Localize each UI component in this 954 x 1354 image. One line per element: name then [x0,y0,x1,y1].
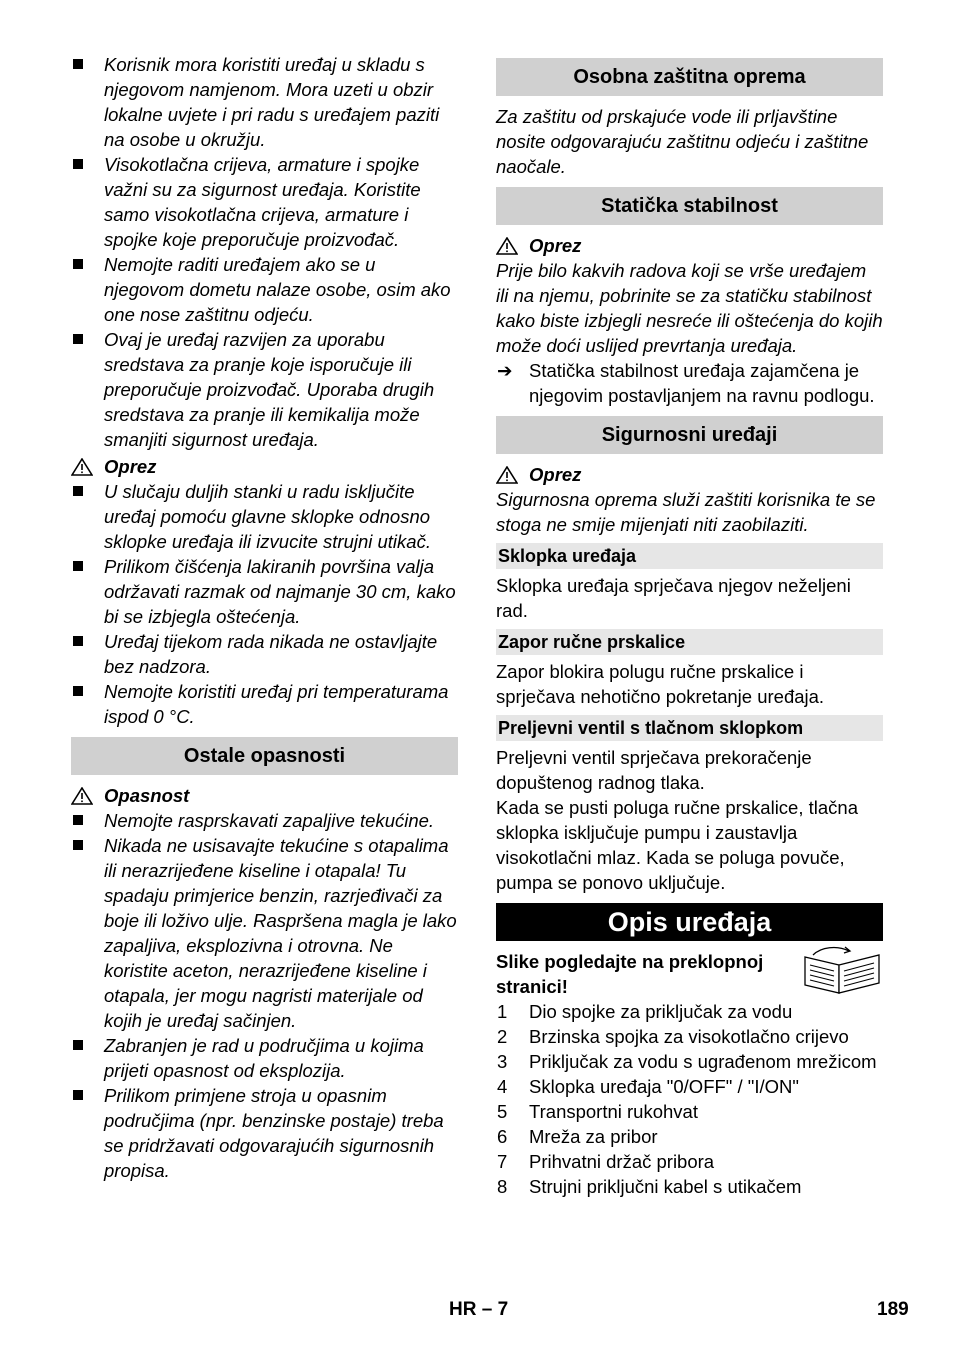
caution-label: Oprez [71,454,458,479]
subheading-overflow-valve: Preljevni ventil s tlačnom sklopkom [496,715,883,741]
list-item: 6 Mreža za pribor [497,1126,658,1147]
figure-note: Slike pogledajte na preklopnoj stranici! [496,951,764,997]
stability-text: Prije bilo kakvih radova koji se vrše uređajem ili na njemu, pobrinite se za statičku stabilnost kako biste izbjegli nesreće ili oštećenja do kojih može doći uslijed prevrtanja uređaja. [496,260,883,356]
bullet-square-icon [73,59,83,69]
bullet-square-icon [73,1090,83,1100]
ppe-text: Za zaštitu od prskajuće vode ili prljavštine nosite odgovarajuću zaštitnu odjeću i zaštitne naočale. [496,106,869,177]
warning-triangle-icon [496,466,518,484]
section-heading-ppe: Osobna zaštitna oprema [496,58,883,96]
list-item: Prilikom primjene stroja u opasnim područjima (npr. benzinske postaje) treba se pridržavati odgovarajućih sigurnosnih propisa. [71,1083,458,1183]
danger-label: Opasnost [71,783,458,808]
bullet-square-icon [73,1040,83,1050]
warning-triangle-icon [496,237,518,255]
left-column [71,52,458,1183]
list-item: U slučaju duljih stanki u radu isključite uređaj pomoću glavne sklopke odnosno sklopke uređaja ili izvucite strujni utikač. [71,479,458,554]
bullet-square-icon [73,815,83,825]
section-heading-safety-devices: Sigurnosni uređaji [496,416,883,454]
list-item: 1 Dio spojke za priključak za vodu [497,1001,793,1022]
list-item: Nemojte raditi uređajem ako se u njegovom dometu nalaze osobe, osim ako one nose zaštitnu odjeću. [71,252,458,327]
list-item: Ovaj je uređaj razvijen za uporabu sredstava za pranje koje isporučuje ili preporučuje proizvođač. Uporaba drugih sredstava za pranje ili kemikalija može smanjiti sigurnost uređaja. [71,327,458,452]
list-item: 4 Sklopka uređaja "0/OFF" / "I/ON" [497,1076,799,1097]
safety-text: Sigurnosna oprema služi zaštiti korisnika te se stoga ne smije mijenjati niti zaobilaziti. [496,489,876,535]
list-item: Visokotlačna crijeva, armature i spojke važni su za sigurnost uređaja. Koristite samo visokotlačna crijeva, armature i spojke koje preporučuje proizvođač. [71,152,458,252]
warning-triangle-icon [71,458,93,476]
caution-label: Oprez [496,233,883,258]
list-item: Korisnik mora koristiti uređaj u skladu s njegovom namjenom. Mora uzeti u obzir lokalne uvjete i pri radu s uređajem paziti na osobe u okružju. [71,52,458,152]
bullet-square-icon [73,334,83,344]
list-item: 5 Transportni rukohvat [497,1101,698,1122]
list-item: Prilikom čišćenja lakiranih površina valja održavati razmak od najmanje 30 cm, kako bi se izbjegla oštećenja. [71,554,458,629]
list-item: 8 Strujni priključni kabel s utikačem [497,1176,802,1197]
bullet-square-icon [73,159,83,169]
footer-section-label: HR – 7 [449,1299,509,1320]
bullet-square-icon [73,259,83,269]
warning-triangle-icon [71,787,93,805]
subheading-trigger-lock: Zapor ručne prskalice [496,629,883,655]
stability-note: ➔ Statička stabilnost uređaja zajamčena je njegovim postavljanjem na ravnu podlogu. [497,360,875,406]
valve-text-1: Preljevni ventil sprječava prekoračenje dopuštenog radnog tlaka. [496,747,812,793]
page-number: 189 [877,1299,909,1320]
figure-note-row [496,949,883,999]
bullet-square-icon [73,636,83,646]
list-item: 3 Priključak za vodu s ugrađenom mrežicom [497,1051,877,1072]
bullet-square-icon [73,686,83,696]
section-heading-device-description: Opis uređaja [496,903,883,941]
fold-out-page-icon [801,943,883,995]
right-column [496,58,883,1199]
switch-text: Sklopka uređaja sprječava njegov neželjeni rad. [496,575,851,621]
lock-text: Zapor blokira polugu ručne prskalice i sprječava nehotično pokretanje uređaja. [496,661,825,707]
list-item: Nemojte rasprskavati zapaljive tekućine. [71,808,458,833]
bullet-square-icon [73,840,83,850]
arrow-right-icon: ➔ [497,360,513,381]
section-heading-other-hazards: Ostale opasnosti [71,737,458,775]
valve-text-2: Kada se pusti poluga ručne prskalice, tlačna sklopka isključuje pumpu i zaustavlja visokotlačni mlaz. Kada se poluga povuče, pumpa se ponovo uključuje. [496,797,858,893]
list-item: Nikada ne usisavajte tekućine s otapalima ili nerazrijeđene kiseline i otapala! Tu spadaju primjerice benzin, razrjeđivači za boje ili loživo ulje. Raspršena magla je lako zapaljiva, eksplozivna i otrovna. Ne koristite aceton, nerazrijeđene kiseline i otapala, jer mogu nagristi materijale od kojih je uređaj sačinjen. [71,833,458,1033]
section-heading-stability: Statička stabilnost [496,187,883,225]
caution-label: Oprez [496,462,883,487]
bullet-square-icon [73,486,83,496]
list-item: 7 Prihvatni držač pribora [497,1151,715,1172]
subheading-device-switch: Sklopka uređaja [496,543,883,569]
list-item: Nemojte koristiti uređaj pri temperaturama ispod 0 °C. [71,679,458,729]
list-item: Zabranjen je rad u područjima u kojima prijeti opasnost od eksplozija. [71,1033,458,1083]
list-item: Uređaj tijekom rada nikada ne ostavljajte bez nadzora. [71,629,458,679]
bullet-square-icon [73,561,83,571]
list-item: 2 Brzinska spojka za visokotlačno crijevo [497,1026,849,1047]
